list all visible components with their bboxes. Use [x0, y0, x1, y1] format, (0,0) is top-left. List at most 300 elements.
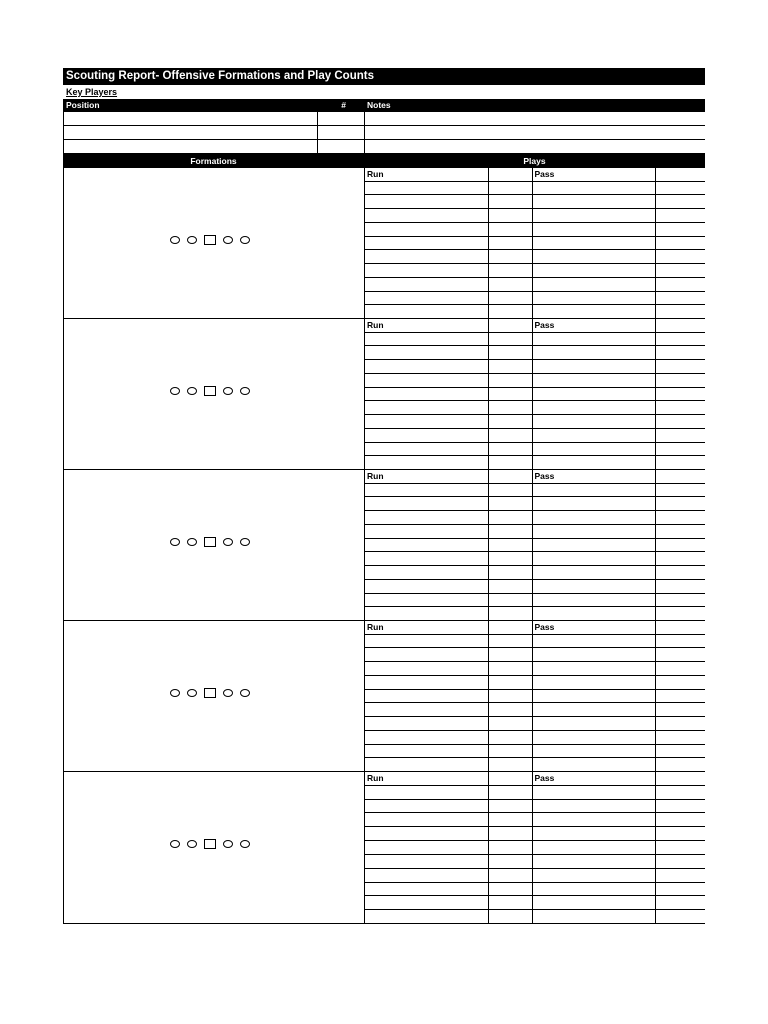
run-count-cell[interactable]	[489, 168, 533, 181]
plays-header-row	[365, 621, 705, 635]
play-row	[365, 264, 705, 278]
run-play-cell[interactable]	[365, 264, 489, 277]
pass-count-cell[interactable]	[656, 566, 705, 579]
run-count-cell[interactable]	[489, 772, 533, 785]
run-play-cell[interactable]	[365, 662, 489, 675]
pass-play-cell[interactable]	[533, 443, 657, 456]
pass-count-cell[interactable]	[656, 484, 705, 497]
run-play-cell[interactable]	[365, 703, 489, 716]
run-count-cell[interactable]	[489, 497, 533, 510]
run-count-cell[interactable]	[489, 360, 533, 373]
pass-play-cell[interactable]	[533, 745, 657, 758]
play-row	[365, 607, 705, 621]
play-row	[365, 786, 705, 800]
key-player-position-cell[interactable]	[63, 126, 317, 140]
run-play-cell[interactable]	[365, 607, 489, 620]
run-play-cell[interactable]	[365, 374, 489, 387]
pass-play-cell[interactable]	[533, 223, 657, 236]
pass-play-cell[interactable]	[533, 800, 657, 813]
pass-play-cell[interactable]	[533, 841, 657, 854]
run-count-cell[interactable]	[489, 305, 533, 318]
pass-count-cell[interactable]	[656, 690, 705, 703]
run-play-cell[interactable]	[365, 525, 489, 538]
run-count-cell[interactable]	[489, 648, 533, 661]
run-count-cell[interactable]	[489, 745, 533, 758]
plays-cell	[364, 470, 705, 621]
run-play-cell[interactable]	[365, 415, 489, 428]
run-play-cell[interactable]	[365, 883, 489, 896]
pass-count-cell[interactable]	[656, 456, 705, 469]
pass-count-cell[interactable]	[656, 594, 705, 607]
pass-play-cell[interactable]	[533, 497, 657, 510]
pass-count-cell[interactable]	[656, 292, 705, 305]
play-row	[365, 525, 705, 539]
pass-count-cell[interactable]	[656, 841, 705, 854]
formation-cell[interactable]	[63, 168, 364, 319]
lineman-oval-icon	[223, 236, 233, 244]
play-row	[365, 292, 705, 306]
run-play-cell[interactable]	[365, 827, 489, 840]
run-count-cell[interactable]	[489, 250, 533, 263]
pass-count-cell[interactable]	[656, 415, 705, 428]
run-play-cell[interactable]	[365, 209, 489, 222]
pass-count-cell[interactable]	[656, 869, 705, 882]
run-play-cell[interactable]	[365, 731, 489, 744]
pass-play-cell[interactable]	[533, 676, 657, 689]
run-count-cell[interactable]	[489, 635, 533, 648]
run-count-cell[interactable]	[489, 690, 533, 703]
run-count-cell[interactable]	[489, 758, 533, 771]
run-play-cell[interactable]	[365, 223, 489, 236]
pass-count-cell[interactable]	[656, 731, 705, 744]
pass-count-cell[interactable]	[656, 580, 705, 593]
pass-count-cell[interactable]	[656, 676, 705, 689]
play-row	[365, 511, 705, 525]
run-play-cell[interactable]	[365, 745, 489, 758]
run-play-cell[interactable]	[365, 195, 489, 208]
pass-play-cell[interactable]	[533, 635, 657, 648]
play-row	[365, 827, 705, 841]
play-row	[365, 855, 705, 869]
key-player-position-cell[interactable]	[63, 112, 317, 126]
pass-count-cell[interactable]	[656, 223, 705, 236]
pass-count-cell[interactable]	[656, 511, 705, 524]
run-count-cell[interactable]	[489, 855, 533, 868]
run-count-cell[interactable]	[489, 539, 533, 552]
scouting-report-sheet	[63, 68, 705, 924]
pass-count-cell[interactable]	[656, 237, 705, 250]
run-count-cell[interactable]	[489, 264, 533, 277]
pass-play-cell[interactable]	[533, 195, 657, 208]
pass-count-cell[interactable]	[656, 717, 705, 730]
pass-count-cell[interactable]	[656, 758, 705, 771]
lineman-oval-icon	[170, 538, 180, 546]
run-count-cell[interactable]	[489, 662, 533, 675]
pass-play-cell[interactable]	[533, 237, 657, 250]
pass-play-cell[interactable]	[533, 827, 657, 840]
run-play-cell[interactable]	[365, 648, 489, 661]
play-row	[365, 566, 705, 580]
run-play-cell[interactable]	[365, 552, 489, 565]
pass-count-cell[interactable]	[656, 621, 705, 634]
run-play-cell[interactable]	[365, 429, 489, 442]
pass-count-cell[interactable]	[656, 209, 705, 222]
run-count-cell[interactable]	[489, 470, 533, 483]
key-player-notes-cell[interactable]	[364, 140, 705, 154]
pass-play-cell[interactable]	[533, 896, 657, 909]
pass-count-cell[interactable]	[656, 607, 705, 620]
play-row	[365, 484, 705, 498]
run-count-cell[interactable]	[489, 401, 533, 414]
run-count-cell[interactable]	[489, 717, 533, 730]
run-count-cell[interactable]	[489, 566, 533, 579]
formation-block	[63, 168, 705, 319]
run-play-cell[interactable]	[365, 676, 489, 689]
plays-cell	[364, 621, 705, 772]
run-count-cell[interactable]	[489, 827, 533, 840]
pass-play-cell[interactable]	[533, 910, 657, 923]
play-row	[365, 539, 705, 553]
run-play-cell[interactable]	[365, 360, 489, 373]
key-players-label: Key Players	[66, 87, 118, 97]
run-count-cell[interactable]	[489, 456, 533, 469]
pass-count-cell[interactable]	[656, 264, 705, 277]
run-count-cell[interactable]	[489, 443, 533, 456]
pass-play-cell[interactable]	[533, 539, 657, 552]
pass-label: Pass	[533, 621, 657, 634]
lineman-oval-icon	[170, 840, 180, 848]
pass-play-cell[interactable]	[533, 415, 657, 428]
key-player-notes-cell[interactable]	[364, 112, 705, 126]
pass-play-cell[interactable]	[533, 594, 657, 607]
key-player-notes-cell[interactable]	[364, 126, 705, 140]
pass-play-cell[interactable]	[533, 869, 657, 882]
lineman-oval-icon	[223, 538, 233, 546]
play-row	[365, 209, 705, 223]
pass-count-cell[interactable]	[656, 635, 705, 648]
pass-count-cell[interactable]	[656, 429, 705, 442]
pass-play-cell[interactable]	[533, 182, 657, 195]
run-count-cell[interactable]	[489, 786, 533, 799]
pass-play-cell[interactable]	[533, 456, 657, 469]
pass-count-cell[interactable]	[656, 182, 705, 195]
run-count-cell[interactable]	[489, 910, 533, 923]
play-row	[365, 182, 705, 196]
pass-play-cell[interactable]	[533, 264, 657, 277]
pass-play-cell[interactable]	[533, 209, 657, 222]
pass-play-cell[interactable]	[533, 758, 657, 771]
pass-count-cell[interactable]	[656, 827, 705, 840]
run-count-cell[interactable]	[489, 580, 533, 593]
play-row	[365, 237, 705, 251]
run-play-cell[interactable]	[365, 896, 489, 909]
pass-play-cell[interactable]	[533, 648, 657, 661]
run-label: Run	[365, 621, 489, 634]
run-count-cell[interactable]	[489, 415, 533, 428]
run-play-cell[interactable]	[365, 278, 489, 291]
formation-cell[interactable]	[63, 772, 364, 924]
pass-play-cell[interactable]	[533, 690, 657, 703]
run-play-cell[interactable]	[365, 511, 489, 524]
lineman-oval-icon	[187, 538, 197, 546]
run-play-cell[interactable]	[365, 401, 489, 414]
run-play-cell[interactable]	[365, 855, 489, 868]
formation-diagram	[170, 536, 257, 548]
pass-play-cell[interactable]	[533, 566, 657, 579]
run-count-cell[interactable]	[489, 429, 533, 442]
pass-count-cell[interactable]	[656, 470, 705, 483]
formation-cell[interactable]	[63, 470, 364, 621]
pass-count-cell[interactable]	[656, 552, 705, 565]
pass-play-cell[interactable]	[533, 511, 657, 524]
run-play-cell[interactable]	[365, 594, 489, 607]
run-count-cell[interactable]	[489, 182, 533, 195]
play-row	[365, 635, 705, 649]
number-header: #	[341, 100, 346, 110]
formation-cell[interactable]	[63, 319, 364, 470]
run-play-cell[interactable]	[365, 635, 489, 648]
pass-play-cell[interactable]	[533, 278, 657, 291]
run-play-cell[interactable]	[365, 566, 489, 579]
run-count-cell[interactable]	[489, 525, 533, 538]
run-play-cell[interactable]	[365, 388, 489, 401]
key-players-rows	[63, 112, 705, 154]
run-play-cell[interactable]	[365, 346, 489, 359]
pass-play-cell[interactable]	[533, 388, 657, 401]
run-count-cell[interactable]	[489, 209, 533, 222]
run-count-cell[interactable]	[489, 703, 533, 716]
pass-count-cell[interactable]	[656, 333, 705, 346]
pass-count-cell[interactable]	[656, 745, 705, 758]
run-count-cell[interactable]	[489, 511, 533, 524]
run-count-cell[interactable]	[489, 346, 533, 359]
pass-count-cell[interactable]	[656, 250, 705, 263]
play-row	[365, 456, 705, 470]
pass-play-cell[interactable]	[533, 360, 657, 373]
pass-play-cell[interactable]	[533, 703, 657, 716]
pass-play-cell[interactable]	[533, 580, 657, 593]
pass-count-cell[interactable]	[656, 525, 705, 538]
run-play-cell[interactable]	[365, 456, 489, 469]
run-count-cell[interactable]	[489, 223, 533, 236]
run-play-cell[interactable]	[365, 305, 489, 318]
pass-count-cell[interactable]	[656, 772, 705, 785]
lineman-oval-icon	[170, 689, 180, 697]
run-play-cell[interactable]	[365, 443, 489, 456]
pass-play-cell[interactable]	[533, 346, 657, 359]
pass-count-cell[interactable]	[656, 896, 705, 909]
run-count-cell[interactable]	[489, 883, 533, 896]
plays-header-row	[365, 772, 705, 786]
run-play-cell[interactable]	[365, 484, 489, 497]
pass-count-cell[interactable]	[656, 648, 705, 661]
formation-block	[63, 319, 705, 470]
run-play-cell[interactable]	[365, 182, 489, 195]
pass-count-cell[interactable]	[656, 813, 705, 826]
pass-count-cell[interactable]	[656, 195, 705, 208]
play-row	[365, 594, 705, 608]
play-row	[365, 717, 705, 731]
run-play-cell[interactable]	[365, 841, 489, 854]
run-play-cell[interactable]	[365, 690, 489, 703]
pass-label: Pass	[533, 319, 657, 332]
run-count-cell[interactable]	[489, 333, 533, 346]
report-title: Scouting Report- Offensive Formations and Play Counts	[63, 68, 705, 85]
notes-header: Notes	[367, 100, 391, 110]
pass-count-cell[interactable]	[656, 374, 705, 387]
pass-play-cell[interactable]	[533, 525, 657, 538]
run-count-cell[interactable]	[489, 676, 533, 689]
run-count-cell[interactable]	[489, 621, 533, 634]
pass-count-cell[interactable]	[656, 305, 705, 318]
pass-play-cell[interactable]	[533, 484, 657, 497]
pass-play-cell[interactable]	[533, 717, 657, 730]
run-count-cell[interactable]	[489, 552, 533, 565]
run-count-cell[interactable]	[489, 869, 533, 882]
run-play-cell[interactable]	[365, 758, 489, 771]
run-count-cell[interactable]	[489, 800, 533, 813]
pass-count-cell[interactable]	[656, 703, 705, 716]
play-row	[365, 731, 705, 745]
play-row	[365, 676, 705, 690]
pass-play-cell[interactable]	[533, 855, 657, 868]
lineman-oval-icon	[187, 236, 197, 244]
lineman-oval-icon	[240, 689, 250, 697]
center-square-icon	[204, 386, 216, 396]
run-count-cell[interactable]	[489, 278, 533, 291]
run-play-cell[interactable]	[365, 333, 489, 346]
run-play-cell[interactable]	[365, 497, 489, 510]
pass-count-cell[interactable]	[656, 662, 705, 675]
run-count-cell[interactable]	[489, 484, 533, 497]
pass-play-cell[interactable]	[533, 607, 657, 620]
play-row	[365, 883, 705, 897]
pass-count-cell[interactable]	[656, 497, 705, 510]
run-label: Run	[365, 772, 489, 785]
play-row	[365, 429, 705, 443]
play-row	[365, 580, 705, 594]
run-label: Run	[365, 319, 489, 332]
pass-play-cell[interactable]	[533, 305, 657, 318]
pass-play-cell[interactable]	[533, 374, 657, 387]
key-player-position-cell[interactable]	[63, 140, 317, 154]
play-row	[365, 662, 705, 676]
key-player-number-cell[interactable]	[317, 140, 364, 154]
pass-play-cell[interactable]	[533, 401, 657, 414]
run-count-cell[interactable]	[489, 237, 533, 250]
pass-play-cell[interactable]	[533, 813, 657, 826]
run-play-cell[interactable]	[365, 910, 489, 923]
pass-count-cell[interactable]	[656, 443, 705, 456]
run-count-cell[interactable]	[489, 195, 533, 208]
play-row	[365, 869, 705, 883]
run-play-cell[interactable]	[365, 717, 489, 730]
run-count-cell[interactable]	[489, 731, 533, 744]
pass-count-cell[interactable]	[656, 539, 705, 552]
pass-count-cell[interactable]	[656, 319, 705, 332]
pass-play-cell[interactable]	[533, 786, 657, 799]
run-count-cell[interactable]	[489, 813, 533, 826]
center-square-icon	[204, 537, 216, 547]
pass-count-cell[interactable]	[656, 278, 705, 291]
run-play-cell[interactable]	[365, 786, 489, 799]
pass-play-cell[interactable]	[533, 250, 657, 263]
key-player-row	[63, 112, 705, 126]
pass-count-cell[interactable]	[656, 855, 705, 868]
lineman-oval-icon	[223, 689, 233, 697]
pass-play-cell[interactable]	[533, 292, 657, 305]
run-play-cell[interactable]	[365, 250, 489, 263]
pass-count-cell[interactable]	[656, 401, 705, 414]
pass-play-cell[interactable]	[533, 883, 657, 896]
pass-count-cell[interactable]	[656, 883, 705, 896]
key-player-number-cell[interactable]	[317, 126, 364, 140]
pass-play-cell[interactable]	[533, 731, 657, 744]
key-player-row	[63, 140, 705, 154]
run-count-cell[interactable]	[489, 896, 533, 909]
pass-count-cell[interactable]	[656, 910, 705, 923]
run-count-cell[interactable]	[489, 594, 533, 607]
formation-blocks	[63, 168, 705, 924]
lineman-oval-icon	[223, 387, 233, 395]
run-play-cell[interactable]	[365, 292, 489, 305]
lineman-oval-icon	[240, 387, 250, 395]
plays-header-row	[365, 470, 705, 484]
run-play-cell[interactable]	[365, 800, 489, 813]
pass-count-cell[interactable]	[656, 360, 705, 373]
play-row	[365, 305, 705, 319]
center-square-icon	[204, 688, 216, 698]
pass-play-cell[interactable]	[533, 552, 657, 565]
formation-block	[63, 621, 705, 772]
pass-play-cell[interactable]	[533, 333, 657, 346]
run-count-cell[interactable]	[489, 292, 533, 305]
run-count-cell[interactable]	[489, 841, 533, 854]
lineman-oval-icon	[187, 689, 197, 697]
run-play-cell[interactable]	[365, 237, 489, 250]
plays-header-row	[365, 168, 705, 182]
pass-count-cell[interactable]	[656, 168, 705, 181]
run-count-cell[interactable]	[489, 319, 533, 332]
pass-count-cell[interactable]	[656, 388, 705, 401]
pass-count-cell[interactable]	[656, 786, 705, 799]
run-play-cell[interactable]	[365, 580, 489, 593]
run-count-cell[interactable]	[489, 374, 533, 387]
play-row	[365, 223, 705, 237]
pass-play-cell[interactable]	[533, 662, 657, 675]
run-count-cell[interactable]	[489, 388, 533, 401]
center-square-icon	[204, 235, 216, 245]
pass-play-cell[interactable]	[533, 429, 657, 442]
formation-diagram	[170, 385, 257, 397]
pass-count-cell[interactable]	[656, 346, 705, 359]
play-row	[365, 813, 705, 827]
pass-count-cell[interactable]	[656, 800, 705, 813]
pass-label: Pass	[533, 470, 657, 483]
play-row	[365, 278, 705, 292]
key-player-number-cell[interactable]	[317, 112, 364, 126]
formation-cell[interactable]	[63, 621, 364, 772]
run-play-cell[interactable]	[365, 869, 489, 882]
run-count-cell[interactable]	[489, 607, 533, 620]
play-row	[365, 346, 705, 360]
run-play-cell[interactable]	[365, 539, 489, 552]
lineman-oval-icon	[240, 538, 250, 546]
formations-header: Formations	[190, 156, 237, 166]
play-row	[365, 401, 705, 415]
formation-diagram	[170, 234, 257, 246]
run-play-cell[interactable]	[365, 813, 489, 826]
